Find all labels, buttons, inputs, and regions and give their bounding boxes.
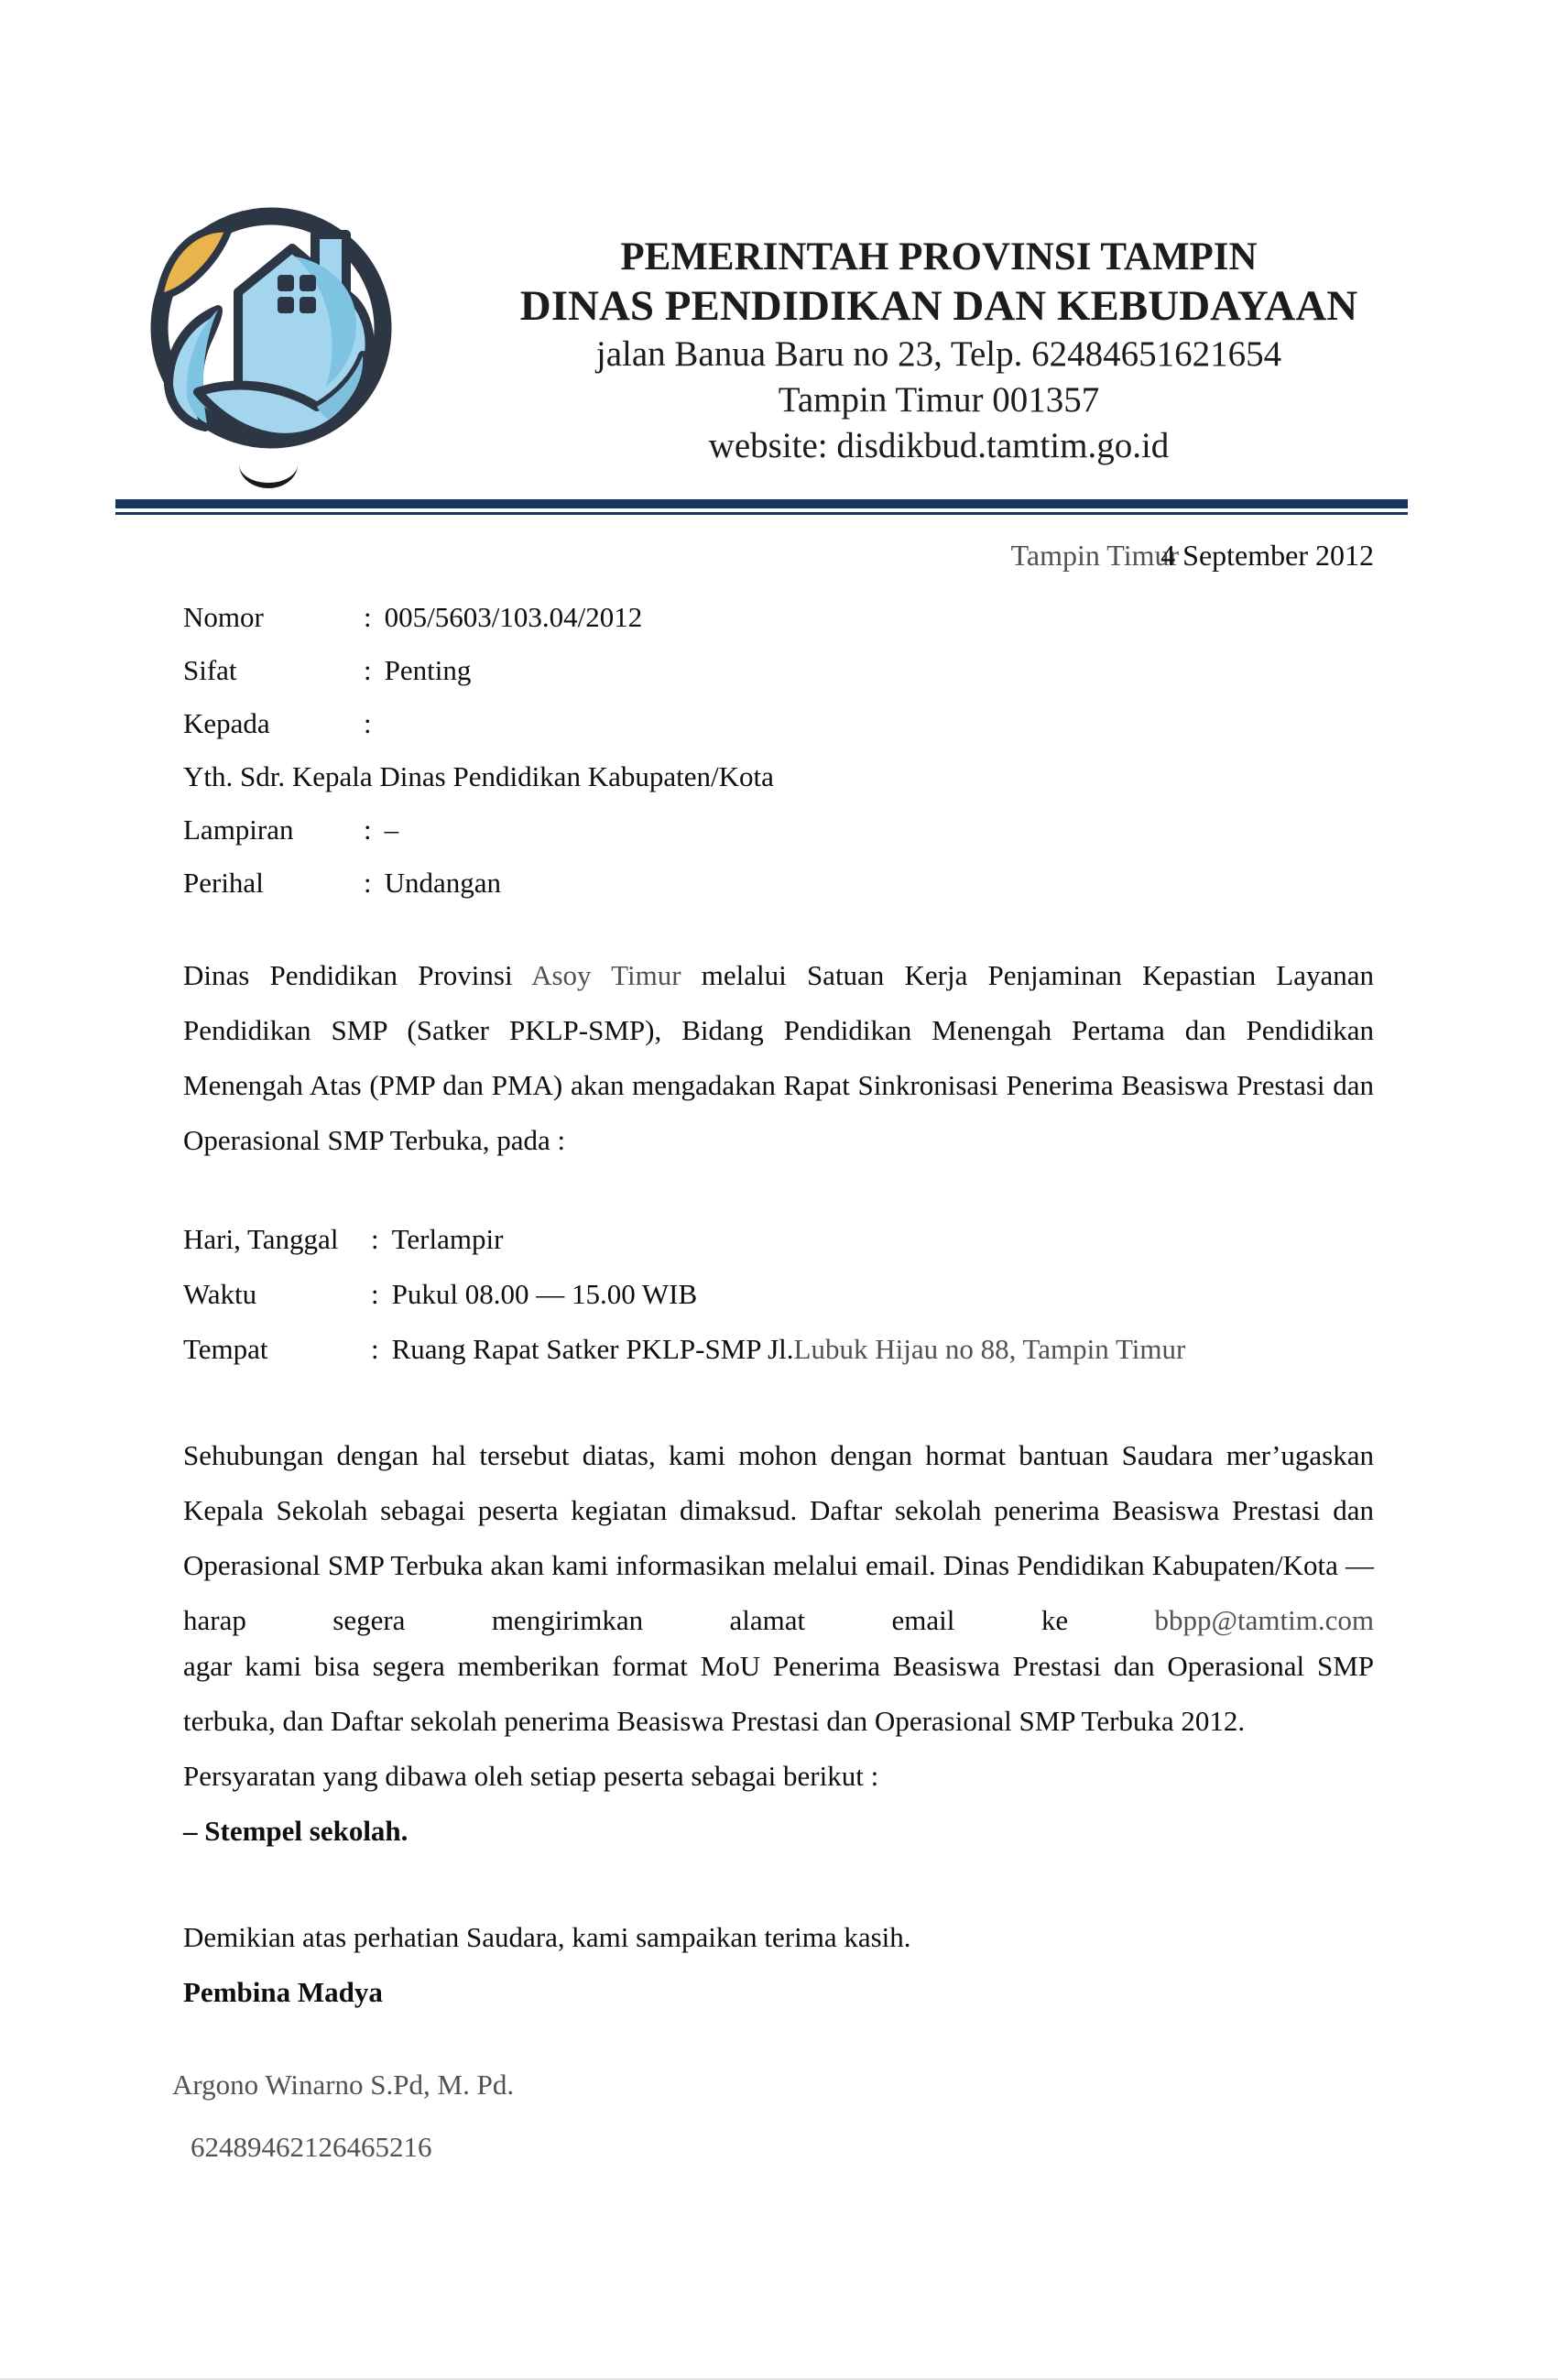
province-name-overlay: Asoy Timur <box>531 959 681 991</box>
schedule-label: Waktu <box>183 1278 257 1310</box>
venue-gray-part: Lubuk Hijau no 88, Tampin Timur <box>793 1333 1186 1365</box>
logo-swoosh-mark <box>239 464 298 488</box>
schedule-value: Pukul 08.00 — 15.00 WIB <box>391 1278 698 1310</box>
agency-title-line1: PEMERINTAH PROVINSI TAMPIN <box>620 235 1258 278</box>
signer-name: Argono Winarno S.Pd, M. Pd. <box>172 2069 515 2101</box>
meta-label: Perihal <box>183 867 264 899</box>
agency-title-line2: DINAS PENDIDIKAN DAN KEBUDAYAAN <box>519 282 1358 330</box>
meta-colon: : <box>364 813 372 846</box>
paragraph-text: Dinas Pendidikan Provinsi <box>183 959 532 991</box>
meta-colon: : <box>364 867 372 899</box>
meta-colon: : <box>364 654 372 686</box>
email-address: bbpp@tamtim.com <box>1154 1604 1374 1636</box>
meta-value: – <box>384 813 399 846</box>
schedule-label: Hari, Tanggal <box>183 1223 339 1255</box>
schedule-value: Terlampir <box>391 1223 504 1255</box>
schedule-block <box>183 1212 1374 1377</box>
meta-row-perihal <box>183 857 1374 910</box>
meta-value: Penting <box>384 654 472 686</box>
meta-row-nomor <box>183 591 1374 644</box>
letter-body <box>172 536 1374 2174</box>
meta-label: Nomor <box>183 601 264 633</box>
signer-rank: Pembina Madya <box>183 1976 383 2008</box>
meta-row-kepada <box>183 697 1374 750</box>
meta-row-sifat <box>183 644 1374 697</box>
meta-value: 005/5603/103.04/2012 <box>384 601 643 633</box>
meta-value: Undangan <box>384 867 502 899</box>
paragraph-followup: agar kami bisa segera memberikan format MoU Penerima Beasiswa Prestasi dan Operasional SMP terbuka, dan Daftar sekolah penerima Beasiswa Prestasi dan Operasional SMP Terbuka 2012. <box>183 1650 1374 1737</box>
letterhead-divider <box>115 499 1408 515</box>
schedule-row-tempat <box>183 1322 1374 1377</box>
meta-colon: : <box>364 601 372 633</box>
requirement-item: – Stempel sekolah. <box>183 1815 409 1847</box>
divider-thick-line <box>115 499 1408 508</box>
venue-black-part: Ruang Rapat Satker PKLP-SMP Jl. <box>391 1333 794 1365</box>
meta-row-lampiran <box>183 803 1374 857</box>
closing-line: Demikian atas perhatian Saudara, kami sampaikan terima kasih. <box>183 1921 911 1953</box>
agency-address-line: jalan Banua Baru no 23, Telp. 62484651621654 <box>595 334 1282 374</box>
meta-label: Lampiran <box>183 813 294 846</box>
schedule-colon: : <box>371 1333 379 1365</box>
meta-colon: : <box>364 707 372 739</box>
schedule-label: Tempat <box>183 1333 268 1365</box>
agency-city-line: Tampin Timur 001357 <box>778 380 1100 420</box>
meta-label: Sifat <box>183 654 237 686</box>
schedule-colon: : <box>371 1223 379 1255</box>
schedule-row-waktu <box>183 1267 1374 1322</box>
paragraph-opening <box>183 948 1374 1168</box>
letterhead-text <box>394 234 1484 469</box>
paragraph-text: melalui Satuan Kerja Penjaminan Kepastian Layanan Pendidikan SMP (Satker PKLP-SMP), Bidang Pendidikan Menengah Pertama dan Pendidikan Menengah Atas (PMP dan PMA) akan mengadakan Rapat Sinkronisasi Penerima Beasiswa Prestasi dan Operasional SMP Terbuka, pada : <box>183 959 1374 1156</box>
paragraph-request <box>183 1428 1374 1648</box>
dateline-date: 4 September 2012 <box>1160 539 1374 572</box>
education-office-logo <box>147 203 396 453</box>
paragraph-text: Sehubungan dengan hal tersebut diatas, kami mohon dengan hormat bantuan Saudara mer’ugaskan Kepala Sekolah sebagai peserta kegiatan dimaksud. Daftar sekolah penerima Beasiswa Prestasi dan Operasional SMP Terbuka akan kami informasikan melalui email. Dinas Pendidikan Kabupaten/Kota — harap segera mengirimkan alamat email ke <box>183 1439 1374 1636</box>
dateline <box>183 536 1374 574</box>
paragraph-requirements: Persyaratan yang dibawa oleh setiap peserta sebagai berikut : <box>183 1760 879 1792</box>
dateline-place: Tampin Timur <box>1010 539 1180 572</box>
schedule-value <box>392 1322 1186 1377</box>
schedule-row-hari <box>183 1212 1374 1267</box>
house-wave-logo-icon <box>147 203 396 453</box>
meta-label: Kepada <box>183 707 270 739</box>
addressee-line: Yth. Sdr. Kepala Dinas Pendidikan Kabupaten/Kota <box>183 760 774 792</box>
letter-meta <box>183 591 1374 910</box>
schedule-colon: : <box>371 1278 379 1310</box>
divider-thin-line <box>115 512 1408 515</box>
agency-website-line: website: disdikbud.tamtim.go.id <box>708 426 1170 465</box>
signer-id-number: 62489462126465216 <box>191 2131 432 2163</box>
